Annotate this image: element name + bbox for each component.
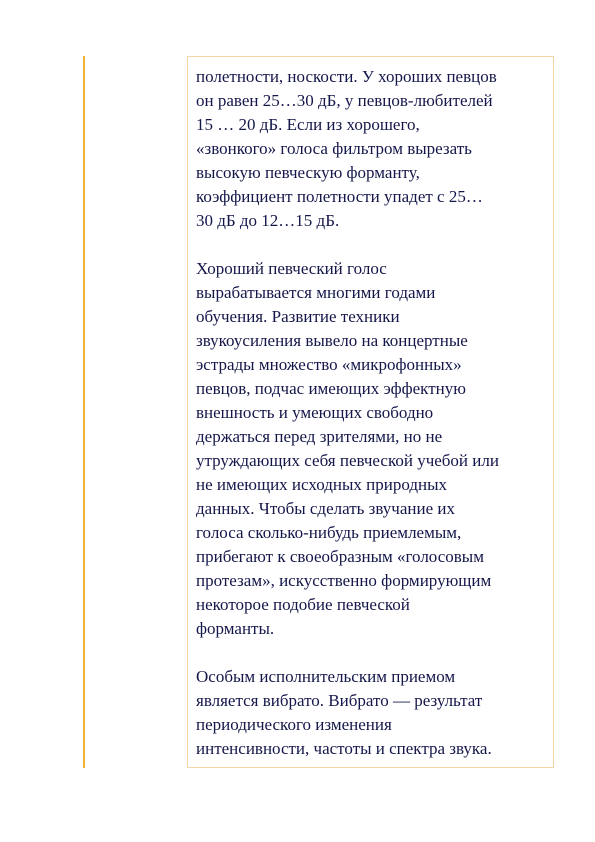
text-line: протезам», искусственно формирующим bbox=[196, 571, 492, 590]
text-line: не имеющих исходных природных bbox=[196, 475, 448, 494]
paragraph-2 bbox=[196, 257, 547, 641]
text-line: вырабатывается многими годами bbox=[196, 283, 436, 302]
text-line: внешность и умеющих свободно bbox=[196, 403, 434, 422]
text-frame bbox=[187, 56, 554, 768]
text-line: форманты. bbox=[196, 619, 275, 638]
text-line: «звонкого» голоса фильтром вырезать bbox=[196, 139, 472, 158]
text-line: обучения. Развитие техники bbox=[196, 307, 400, 326]
text-line: Хороший певческий голос bbox=[196, 259, 387, 278]
text-line: певцов, подчас имеющих эффектную bbox=[196, 379, 466, 398]
text-line: интенсивности, частоты и спектра звука. bbox=[196, 739, 492, 758]
text-line: периодического изменения bbox=[196, 715, 392, 734]
text-line: голоса сколько-нибудь приемлемым, bbox=[196, 523, 462, 542]
text-line: прибегают к своеобразным «голосовым bbox=[196, 547, 484, 566]
text-line: является вибрато. Вибрато — результат bbox=[196, 691, 483, 710]
text-line: высокую певческую форманту, bbox=[196, 163, 420, 182]
text-line: Особым исполнительским приемом bbox=[196, 667, 456, 686]
text-line: звукоусиления вывело на концертные bbox=[196, 331, 468, 350]
text-line: 30 дБ до 12…15 дБ. bbox=[196, 211, 340, 230]
text-line: некоторое подобие певческой bbox=[196, 595, 410, 614]
margin-rule bbox=[83, 56, 85, 768]
text-line: утруждающих себя певческой учебой или bbox=[196, 451, 499, 470]
text-line: держаться перед зрителями, но не bbox=[196, 427, 443, 446]
paragraph-3 bbox=[196, 665, 547, 761]
text-line: коэффициент полетности упадет с 25… bbox=[196, 187, 483, 206]
text-line: эстрады множество «микрофонных» bbox=[196, 355, 462, 374]
paragraph-1 bbox=[196, 65, 547, 233]
text-line: данных. Чтобы сделать звучание их bbox=[196, 499, 455, 518]
text-line: полетности, носкости. У хороших певцов bbox=[196, 67, 497, 86]
text-line: он равен 25…30 дБ, у певцов-любителей bbox=[196, 91, 493, 110]
text-line: 15 … 20 дБ. Если из хорошего, bbox=[196, 115, 420, 134]
